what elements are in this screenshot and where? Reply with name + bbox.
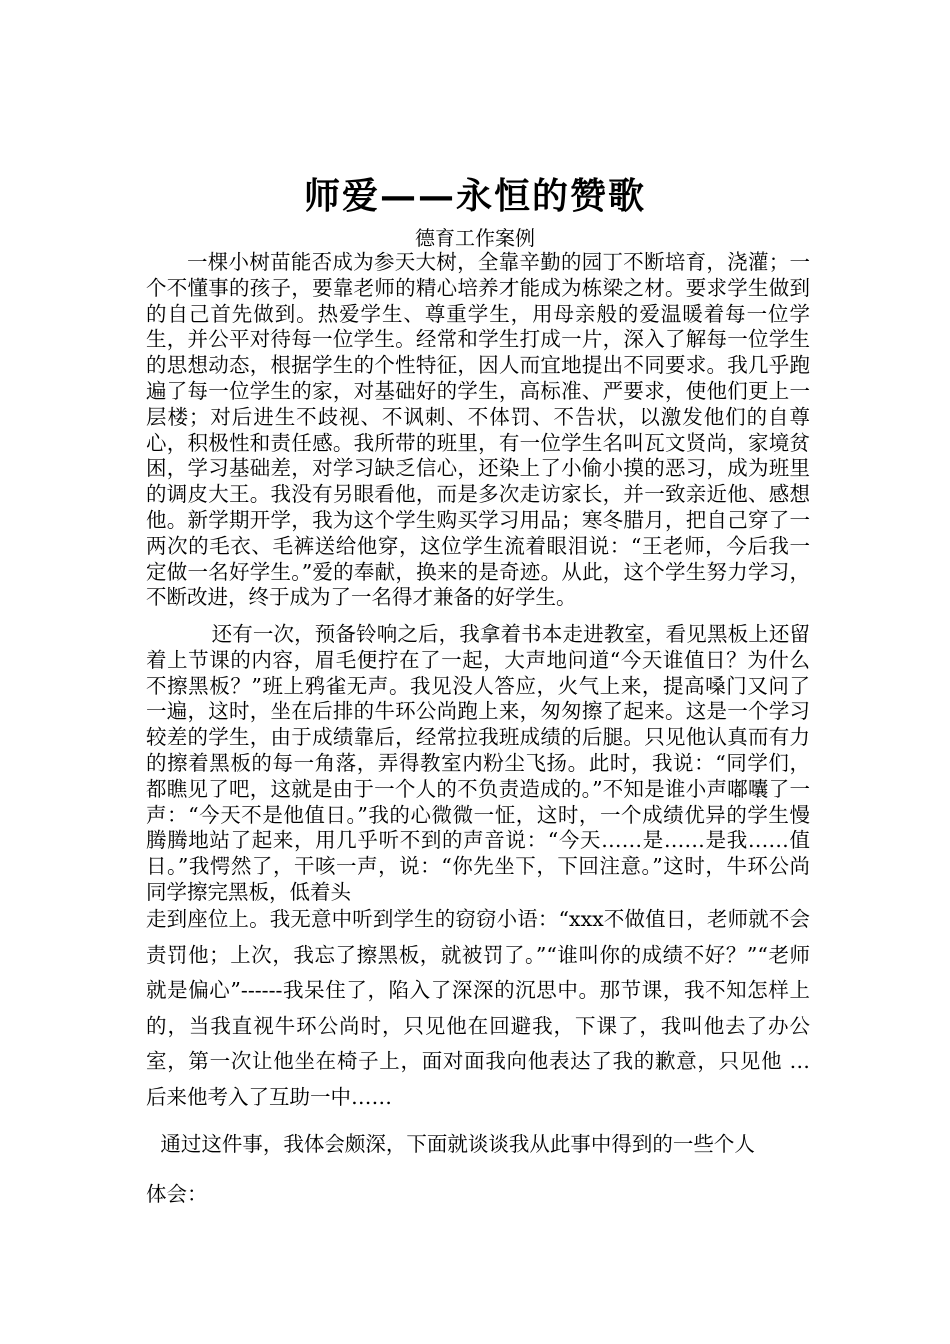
paragraph-3: 走到座位上。我无意中听到学生的窃窃小语：“xxx不做值日，老师就不会责罚他；上次，我忘了擦黑板，就被罚了。”“谁叫你的成绩不好？”“老师就是偏心”------我呆住了，陷入了深深的沉思中。那节课，我不知怎样上的，当我直视牛环公尚时，只见他在回避我，下课了，我叫他去了办公室，第一次让他坐在椅子上，面对面我向他表达了我的歉意，只见他 … 后来他考入了互助一中……: [146, 907, 810, 1109]
paragraph-5: 体会：: [146, 1182, 208, 1206]
paragraph-2: 还有一次，预备铃响之后，我拿着书本走进教室，看见黑板上还留着上节课的内容，眉毛便拧在了一起，大声地问道“今天谁值日？为什么不擦黑板？”班上鸦雀无声。我见没人答应，火气上来，提高嗓门又问了一遍，这时，坐在后排的牛环公尚跑上来，匆匆擦了起来。这是一个学习较差的学生，由于成绩靠后，经常拉我班成绩的后腿。只见他认真而有力的擦着黑板的每一角落，弄得教室内粉尘飞扬。此时，我说：“同学们，都瞧见了吧，这就是由于一个人的不负责造成的。”不知是谁小声嘟囔了一声：“今天不是他值日。”我的心微微一怔，这时，一个成绩优异的学生慢腾腾地站了起来，用几乎听不到的声音说：“今天……是……是我……值日。”我愕然了，干咳一声，说：“你先坐下，下回注意。”这时，牛环公尚同学擦完黑板，低着头: [146, 622, 810, 904]
paragraph-4: 通过这件事，我体会颇深，下面就谈谈我从此事中得到的一些个人: [160, 1132, 755, 1156]
document-subtitle: 德育工作案例: [415, 226, 535, 250]
paragraph-1: 一棵小树苗能否成为参天大树，全靠辛勤的园丁不断培育，浇灌；一个不懂事的孩子，要靠老师的精心培养才能成为栋梁之材。要求学生做到的自己首先做到。热爱学生、尊重学生，用母亲般的爱温暖着每一位学生，并公平对待每一位学生。经常和学生打成一片，深入了解每一位学生的思想动态，根据学生的个性特征，因人而宜地提出不同要求。我几乎跑遍了每一位学生的家，对基础好的学生，高标准、严要求，使他们更上一层楼；对后进生不歧视、不讽刺、不体罚、不告状，以激发他们的自尊心，积极性和责任感。我所带的班里，有一位学生名叫瓦文贤尚，家境贫困，学习基础差，对学习缺乏信心，还染上了小偷小摸的恶习，成为班里的调皮大王。我没有另眼看他，而是多次走访家长，并一致亲近他、感想他。新学期开学，我为这个学生购买学习用品；寒冬腊月，把自己穿了一两次的毛衣、毛裤送给他穿，这位学生流着眼泪说：“王老师，今后我一定做一名好学生。”爱的奉献，换来的是奇迹。从此，这个学生努力学习，不断改进，终于成为了一名得才兼备的好学生。: [146, 250, 810, 610]
document-title: 师爱——永恒的赞歌: [303, 175, 646, 217]
